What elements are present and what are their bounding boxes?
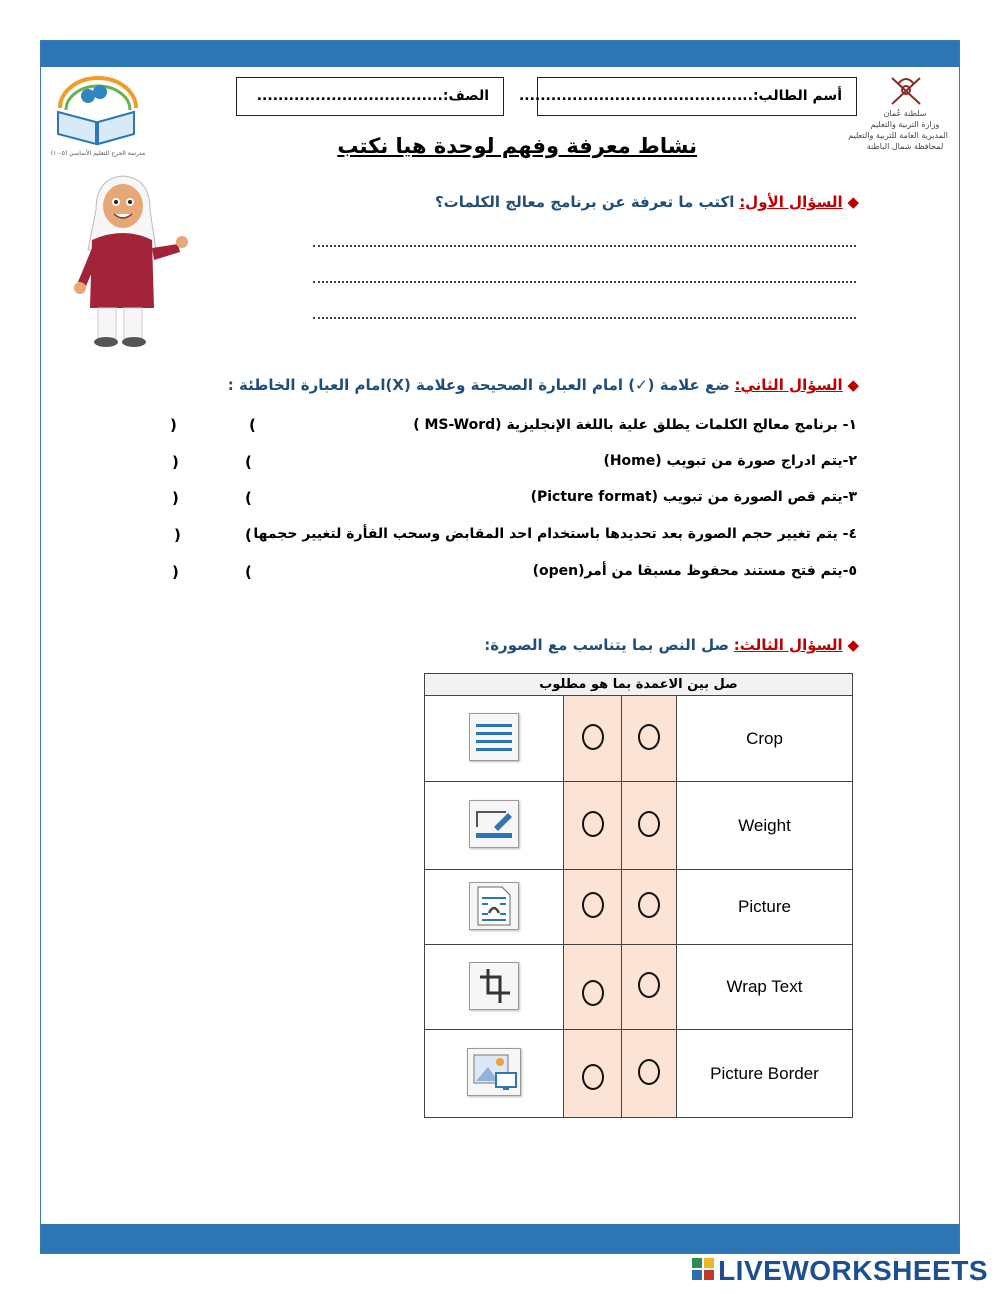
question-2-label: السؤال الثاني: xyxy=(734,376,843,394)
answer-paren-open-5: ( xyxy=(245,563,252,581)
match-word: Picture xyxy=(677,870,853,945)
icon-cell xyxy=(425,1030,564,1118)
ministry-line-2: وزارة التربية والتعليم xyxy=(870,120,940,129)
match-dot-left[interactable] xyxy=(582,724,604,750)
statement-2: ٢-يتم ادراج صورة من تبويب (Home) xyxy=(603,453,857,469)
liveworksheets-grid-icon xyxy=(692,1258,714,1280)
top-band xyxy=(41,41,959,67)
ministry-logo xyxy=(848,70,950,165)
align-justify-icon[interactable] xyxy=(469,713,519,761)
answer-line-2[interactable] xyxy=(313,281,856,283)
question-3-text: صل النص بما يتناسب مع الصورة: xyxy=(484,636,730,654)
matching-table-header: صل بين الاعمدة بما هو مطلوب xyxy=(425,674,853,696)
student-name-label: أسم الطالب:............................................ xyxy=(518,88,842,104)
match-dot-cell xyxy=(622,1030,677,1118)
answer-paren-open-2: ( xyxy=(245,453,252,471)
match-word: Picture Border xyxy=(677,1030,853,1118)
student-name-field[interactable] xyxy=(518,77,857,116)
icon-cell xyxy=(425,782,564,870)
match-dot-right[interactable] xyxy=(638,892,660,918)
question-1-text: اكتب ما تعرفة عن برنامج معالج الكلمات؟ xyxy=(434,193,735,211)
match-dot-cell xyxy=(564,1030,622,1118)
question-3 xyxy=(484,636,859,654)
match-dot-cell xyxy=(564,945,622,1030)
match-dot-cell xyxy=(564,870,622,945)
match-dot-left[interactable] xyxy=(582,980,604,1006)
answer-paren-open-1: ( xyxy=(249,416,256,434)
school-logo-caption: مدرسة الجرح للتعليم الأساسي (٥-١٠) xyxy=(50,150,146,157)
liveworksheets-logo[interactable] xyxy=(692,1258,714,1280)
insert-picture-icon[interactable] xyxy=(467,1048,521,1096)
statement-5: ٥-يتم فتح مستند محفوظ مسبقا من أمر(open) xyxy=(532,563,857,579)
match-dot-cell xyxy=(622,696,677,782)
question-1 xyxy=(435,193,859,211)
school-logo xyxy=(48,70,148,162)
match-dot-left[interactable] xyxy=(582,1064,604,1090)
diamond-bullet-icon: ◆ xyxy=(847,193,859,211)
table-row xyxy=(425,945,853,1030)
icon-cell xyxy=(425,870,564,945)
ministry-line-4: لمحافظة شمال الباطنة xyxy=(866,142,944,151)
wrap-text-icon[interactable] xyxy=(469,882,519,930)
table-row xyxy=(425,870,853,945)
ministry-line-3: المديرية العامة للتربية والتعليم xyxy=(848,131,948,140)
match-word: Crop xyxy=(677,696,853,782)
match-dot-right[interactable] xyxy=(638,972,660,998)
answer-paren-close-5: ) xyxy=(172,563,179,581)
answer-line-1[interactable] xyxy=(313,245,856,247)
liveworksheets-brand[interactable]: LIVEWORKSHEETS xyxy=(718,1255,988,1286)
page-title: نشاط معرفة وفهم لوحدة هيا نكتب xyxy=(337,134,697,158)
answer-paren-close-2: ) xyxy=(172,453,179,471)
table-row xyxy=(425,782,853,870)
question-2-text: ضع علامة (✓) امام العبارة الصحيحة وعلامة (X)امام العبارة الخاطئة : xyxy=(227,376,730,394)
diamond-bullet-icon: ◆ xyxy=(847,376,859,394)
answer-paren-open-4: ( xyxy=(245,526,252,544)
table-row xyxy=(425,1030,853,1118)
crop-icon[interactable] xyxy=(469,962,519,1010)
book-logo-icon xyxy=(48,70,148,150)
match-word: Wrap Text xyxy=(677,945,853,1030)
question-2 xyxy=(228,376,859,394)
answer-paren-open-3: ( xyxy=(245,489,252,507)
match-dot-left[interactable] xyxy=(582,811,604,837)
match-dot-left[interactable] xyxy=(582,892,604,918)
diamond-bullet-icon: ◆ xyxy=(847,636,859,654)
match-dot-cell xyxy=(564,696,622,782)
match-dot-right[interactable] xyxy=(638,724,660,750)
oman-emblem-icon xyxy=(862,70,950,110)
table-row xyxy=(425,696,853,782)
match-dot-right[interactable] xyxy=(638,1059,660,1085)
girl-character-icon xyxy=(68,170,193,350)
answer-paren-close-4: ) xyxy=(174,526,181,544)
matching-table xyxy=(424,673,853,1118)
line-weight-icon[interactable] xyxy=(469,800,519,848)
ministry-line-1: سلطنة عُمان xyxy=(883,109,927,118)
answer-line-3[interactable] xyxy=(313,317,856,319)
statement-4: ٤- يتم تغيير حجم الصورة بعد تحديدها باستخدام احد المقابض وسحب الفأرة لتغيير حجمها xyxy=(253,526,857,542)
icon-cell xyxy=(425,696,564,782)
match-dot-right[interactable] xyxy=(638,811,660,837)
icon-cell xyxy=(425,945,564,1030)
question-1-label: السؤال الأول: xyxy=(739,193,843,211)
class-field[interactable] xyxy=(236,77,504,116)
match-word: Weight xyxy=(677,782,853,870)
statement-3: ٣-يتم قص الصورة من تبويب (Picture format) xyxy=(530,489,857,505)
answer-paren-close-3: ) xyxy=(172,489,179,507)
girl-illustration xyxy=(68,170,193,350)
class-label: الصف:................................... xyxy=(256,88,489,104)
match-dot-cell xyxy=(622,870,677,945)
answer-paren-close-1: ) xyxy=(170,416,177,434)
match-dot-cell xyxy=(564,782,622,870)
question-3-label: السؤال الثالث: xyxy=(733,636,843,654)
bottom-band xyxy=(41,1224,959,1253)
match-dot-cell xyxy=(622,782,677,870)
match-dot-cell xyxy=(622,945,677,1030)
statement-1: ١- برنامج معالج الكلمات يطلق علية باللغة الإنجليزية (MS-Word ) xyxy=(413,417,857,433)
